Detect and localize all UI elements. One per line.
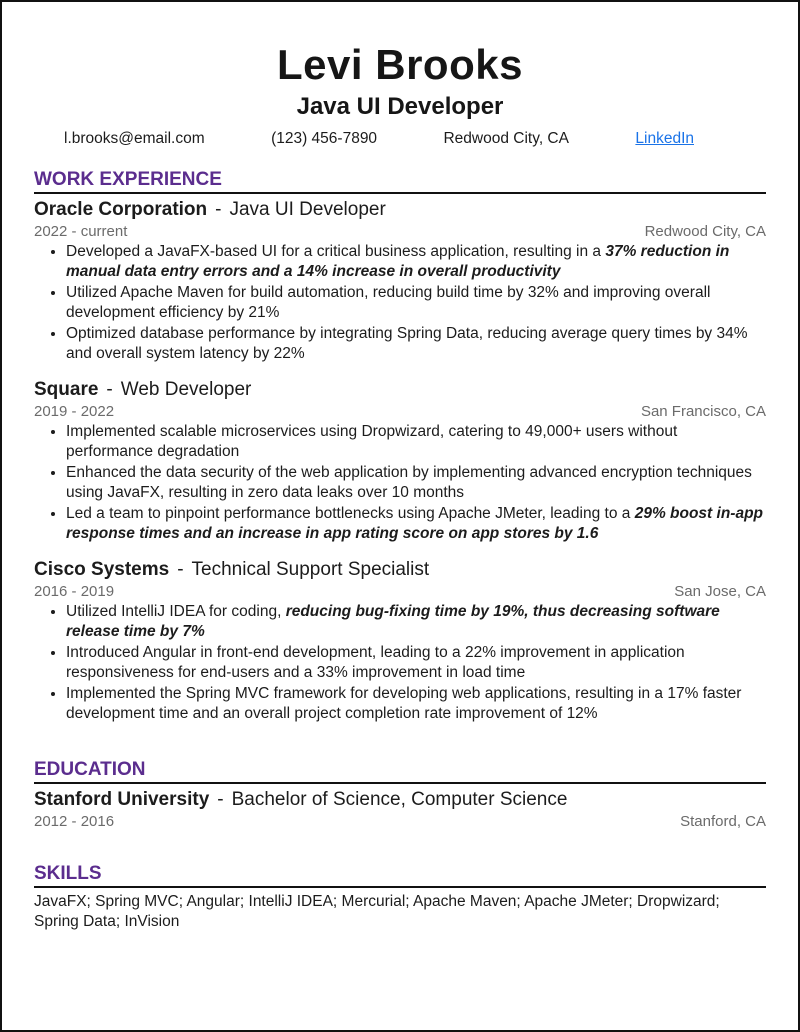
jobs-list	[34, 198, 766, 724]
job-entry	[34, 378, 766, 544]
job-company: Cisco Systems	[34, 559, 170, 580]
section-divider	[34, 192, 766, 194]
job-separator: -	[106, 379, 113, 400]
skills-list: JavaFX; Spring MVC; Angular; IntelliJ IDEA; Mercurial; Apache Maven; Apache JMeter; Dropwizard; Spring Data; InVision	[34, 893, 720, 930]
contact-location: Redwood City, CA	[443, 130, 569, 147]
job-header	[34, 378, 766, 402]
job-company: Oracle Corporation	[34, 199, 208, 220]
skills-heading: SKILLS	[34, 863, 102, 884]
bullet-text: Led a team to pinpoint performance bottlenecks using Apache JMeter, leading to a	[66, 505, 635, 522]
education-separator: -	[217, 789, 224, 810]
job-location: San Francisco, CA	[640, 403, 766, 420]
job-separator: -	[215, 199, 222, 220]
bullet-emphasis: reducing bug-fixing time by 19%, thus decreasing software release time by 7%	[66, 603, 720, 640]
bullet-text: Introduced Angular in front-end development, leading to a 22% improvement in application responsiveness for end-users and a 33% improvement in load time	[66, 644, 685, 681]
job-dates: 2019 - 2022	[34, 403, 115, 420]
job-company: Square	[34, 379, 99, 400]
education-field: Computer Science	[411, 789, 568, 810]
education-dates: 2012 - 2016	[34, 813, 115, 830]
candidate-title: Java UI Developer	[296, 93, 504, 120]
job-header	[34, 198, 766, 222]
candidate-name: Levi Brooks	[277, 41, 523, 88]
education-heading: EDUCATION	[34, 759, 146, 780]
job-bullet	[66, 283, 766, 323]
bullet-emphasis: 37% reduction in manual data entry errors and a 14% increase in overall productivity	[66, 243, 730, 280]
education-location: Stanford, CA	[680, 813, 766, 830]
job-header	[34, 558, 766, 582]
job-bullet	[66, 602, 766, 642]
bullet-text: Implemented the Spring MVC framework for developing web applications, resulting in a 17% faster development time and an overall project completion rate improvement of 12%	[66, 685, 742, 722]
job-bullets	[34, 422, 766, 544]
job-bullets	[34, 242, 766, 364]
bullet-text: Utilized IntelliJ IDEA for coding,	[66, 603, 286, 620]
job-bullet	[66, 242, 766, 282]
contact-bar	[34, 128, 766, 150]
education-header	[34, 788, 766, 812]
bullet-text: Optimized database performance by integrating Spring Data, reducing average query times by 34% and overall system latency by 22%	[66, 325, 748, 362]
job-bullets	[34, 602, 766, 724]
section-divider	[34, 886, 766, 888]
job-dates: 2022 - current	[34, 223, 128, 240]
work-experience-heading: WORK EXPERIENCE	[34, 169, 222, 190]
contact-phone: (123) 456-7890	[271, 130, 378, 147]
job-meta	[34, 402, 766, 422]
job-role: Java UI Developer	[229, 199, 386, 220]
job-role: Web Developer	[120, 379, 252, 400]
job-bullet	[66, 422, 766, 462]
contact-email: l.brooks@email.com	[64, 130, 205, 147]
job-bullet	[66, 684, 766, 724]
bullet-text: Developed a JavaFX-based UI for a critical business application, resulting in a	[66, 243, 606, 260]
education-meta	[34, 812, 766, 832]
job-separator: -	[177, 559, 184, 580]
bullet-text: Enhanced the data security of the web application by implementing advanced encryption techniques using JavaFX, resulting in zero data leaks over 10 months	[66, 464, 752, 501]
linkedin-link[interactable]: LinkedIn	[635, 130, 694, 147]
job-dates: 2016 - 2019	[34, 583, 115, 600]
job-location: San Jose, CA	[674, 583, 766, 600]
bullet-text: Implemented scalable microservices using Dropwizard, catering to 49,000+ users without performance degradation	[66, 423, 678, 460]
job-bullet	[66, 643, 766, 683]
education-school: Stanford University	[34, 789, 210, 810]
job-role: Technical Support Specialist	[191, 559, 430, 580]
job-meta	[34, 582, 766, 602]
bullet-emphasis: 29% boost in-app response times and an increase in app rating score on app stores by 1.6	[66, 505, 764, 542]
job-bullet	[66, 463, 766, 503]
section-divider	[34, 782, 766, 784]
job-meta	[34, 222, 766, 242]
job-entry	[34, 198, 766, 364]
job-bullet	[66, 324, 766, 364]
job-bullet	[66, 504, 766, 544]
job-location: Redwood City, CA	[644, 223, 766, 240]
education-degree: Bachelor of Science,	[231, 789, 406, 810]
job-entry	[34, 558, 766, 724]
bullet-text: Utilized Apache Maven for build automation, reducing build time by 32% and improving overall development efficiency by 21%	[66, 284, 711, 321]
